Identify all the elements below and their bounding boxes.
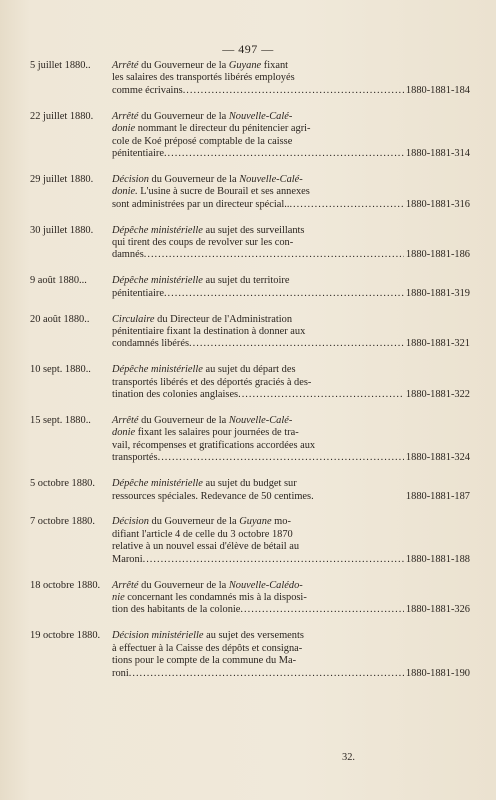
dot-leader xyxy=(164,148,404,160)
entry-line xyxy=(112,225,328,237)
entry-text xyxy=(112,275,470,300)
entry-fragment: du Gouverneur de la xyxy=(148,173,240,185)
entry xyxy=(30,225,470,262)
entry-line xyxy=(112,111,328,123)
entry-final-line xyxy=(112,288,470,300)
entry-reference: 1880-1881-188 xyxy=(405,553,470,565)
entry-line xyxy=(112,275,328,287)
italic-term: donie. xyxy=(112,186,138,198)
entry-fragment: du Gouverneur de la xyxy=(138,579,229,591)
entry-line xyxy=(112,377,328,389)
entry-line xyxy=(112,516,328,528)
page-number: — 497 — xyxy=(222,42,274,56)
entry-line xyxy=(112,580,328,592)
entry-text xyxy=(112,579,470,617)
entry-final-line xyxy=(112,668,470,680)
entry-date: 30 juillet 1880. xyxy=(30,224,94,236)
entry xyxy=(30,111,470,161)
italic-term: Dépêche ministérielle xyxy=(112,224,203,236)
italic-term: Guyane xyxy=(228,60,262,71)
dot-leader xyxy=(129,668,404,680)
entry xyxy=(30,275,470,300)
signature-mark: 32. xyxy=(342,752,355,763)
entry-final-text: pénitentiaire xyxy=(112,147,164,159)
entry-reference: 1880-1881-322 xyxy=(405,389,470,401)
italic-term: donie xyxy=(112,123,136,135)
entry-reference: 1880-1881-316 xyxy=(405,198,470,210)
dot-leader xyxy=(164,288,404,300)
entry-line xyxy=(112,541,328,553)
entry-final-text: Maroni xyxy=(112,553,143,565)
entry-reference: 1880-1881-190 xyxy=(405,667,470,679)
entry-reference: 1880-1881-321 xyxy=(405,338,470,350)
italic-term: Arrêté xyxy=(112,110,139,122)
entry-fragment: nommant le directeur du pénitencier agri- xyxy=(135,123,311,135)
italic-term: Dépêche ministérielle xyxy=(112,478,203,490)
entry-date: 19 octobre 1880. xyxy=(30,630,101,642)
entry-final-line xyxy=(112,85,470,97)
entry-line xyxy=(112,630,328,642)
entry-final-text: ressources spéciales. Redevance de 50 centimes. xyxy=(112,490,314,502)
italic-term: nie xyxy=(112,592,125,603)
entry-fragment: vail, récompenses et gratifications accordées aux xyxy=(112,439,316,451)
entry-line xyxy=(112,174,328,186)
entry-fragment: les salaires des transportés libérés employés xyxy=(112,72,295,84)
entry-reference: 1880-1881-314 xyxy=(405,147,470,159)
entry-reference: 1880-1881-186 xyxy=(405,249,470,261)
italic-term: Dépêche ministérielle xyxy=(112,364,203,376)
dot-leader xyxy=(143,554,404,566)
entry-line xyxy=(112,592,328,604)
italic-term: Nouvelle-Calé- xyxy=(228,415,293,427)
entry-date: 18 octobre 1880. xyxy=(30,579,101,591)
entry-date: 29 juillet 1880. xyxy=(30,173,94,185)
entry-line xyxy=(112,326,328,338)
entry-line xyxy=(112,415,328,427)
entry-fragment: tions pour le compte de la commune du Ma- xyxy=(112,655,297,667)
entry-date: 9 août 1880... xyxy=(30,275,87,287)
entry xyxy=(30,478,470,503)
entry-date: 20 août 1880.. xyxy=(30,313,90,325)
entry-fragment: concernant les condamnés mis à la disposi- xyxy=(124,592,307,603)
entry-text xyxy=(112,313,470,351)
entry-text xyxy=(112,224,470,262)
entry-final-line xyxy=(112,604,470,616)
entry-date: 15 sept. 1880.. xyxy=(30,415,91,427)
dot-leader xyxy=(240,604,404,616)
entry-fragment: difiant l'article 4 de celle du 3 octobre 1870 xyxy=(112,528,293,540)
entry-final-line xyxy=(112,389,470,401)
entry-fragment: du Gouverneur de la xyxy=(138,110,229,122)
entry-final-line xyxy=(112,554,470,566)
entry-fragment: mo- xyxy=(271,516,291,528)
entry-line xyxy=(112,643,328,655)
entry xyxy=(30,516,470,566)
entry-line xyxy=(112,440,328,452)
italic-term: Décision xyxy=(112,173,149,185)
entry-text xyxy=(112,415,470,465)
italic-term: Nouvelle-Calé- xyxy=(228,110,293,122)
entry-line xyxy=(112,123,328,135)
entry-fragment: cole de Koé préposé comptable de la caisse xyxy=(112,135,293,147)
italic-term: Arrêté xyxy=(112,415,139,427)
entry-reference: 1880-1881-187 xyxy=(405,490,470,502)
entry-fragment: fixant les salaires pour journées de tra- xyxy=(135,427,299,439)
entry-text xyxy=(112,60,470,97)
dot-leader xyxy=(289,199,403,211)
dot-leader xyxy=(238,389,404,401)
entry-text xyxy=(112,516,470,566)
entry-line xyxy=(112,237,328,249)
entry-text xyxy=(112,630,470,680)
entry-text xyxy=(112,110,470,161)
entry xyxy=(30,174,470,211)
entry-date: 7 octobre 1880. xyxy=(30,516,95,528)
entry-fragment: au sujet des surveillants xyxy=(202,224,305,236)
entry-date: 5 octobre 1880. xyxy=(30,478,95,490)
entry-reference: 1880-1881-324 xyxy=(405,452,470,464)
entry-date: 10 sept. 1880.. xyxy=(30,364,91,376)
entry xyxy=(30,314,470,351)
entry-final-text: roni xyxy=(112,667,129,679)
entry-line xyxy=(112,136,328,148)
entry-line xyxy=(112,186,328,198)
entry-final-line xyxy=(112,491,470,503)
entry-final-text: comme écrivains xyxy=(112,84,183,96)
entry-final-text: pénitentiaire xyxy=(112,287,164,299)
entry-final-line xyxy=(112,148,470,160)
entry-final-text: sont administrées par un directeur spécial.. xyxy=(112,198,290,210)
entry-line xyxy=(112,529,328,541)
italic-term: Arrêté xyxy=(112,60,139,71)
entry-line xyxy=(112,314,328,326)
entry-text xyxy=(112,364,470,401)
entry-fragment: fixant xyxy=(261,60,289,71)
entry-text xyxy=(112,173,470,211)
entry-line xyxy=(112,427,328,439)
dot-leader xyxy=(158,452,404,464)
entry-reference: 1880-1881-319 xyxy=(405,287,470,299)
dot-leader xyxy=(189,338,404,350)
entry-line xyxy=(112,655,328,667)
entry-final-text: tion des habitants de la colonie xyxy=(112,604,241,616)
italic-term: donie xyxy=(112,427,136,439)
entry-fragment: du Gouverneur de la xyxy=(138,415,229,427)
entry-fragment: relative à un nouvel essai d'élève de bétail au xyxy=(112,541,300,553)
entry xyxy=(30,60,470,97)
entry-reference: 1880-1881-326 xyxy=(405,604,470,616)
entry xyxy=(30,580,470,617)
entry-fragment: transportés libérés et des déportés graciés à des- xyxy=(112,376,312,388)
entry-final-text: damnés xyxy=(112,249,144,261)
entry-fragment: au sujet du territoire xyxy=(202,275,290,287)
entry-date: 5 juillet 1880.. xyxy=(30,60,91,71)
entry-reference: 1880-1881-184 xyxy=(405,84,470,96)
entry-final-text: transportés xyxy=(112,452,158,464)
entry-final-line xyxy=(112,199,470,211)
italic-term: Décision xyxy=(112,516,149,528)
italic-term: Circulaire xyxy=(112,313,155,325)
entry xyxy=(30,630,470,680)
entry-final-line xyxy=(112,249,470,261)
entry-fragment: du Gouverneur de la xyxy=(148,516,240,528)
entry xyxy=(30,364,470,401)
entry-final-text: tination des colonies anglaises xyxy=(112,389,239,401)
entry-line xyxy=(112,60,328,72)
dot-leader xyxy=(144,249,404,261)
dot-leader xyxy=(183,85,404,97)
entry-fragment: à effectuer à la Caisse des dépôts et consigna- xyxy=(112,642,303,654)
entry-fragment: du Directeur de l'Administration xyxy=(154,313,293,325)
italic-term: Décision ministérielle xyxy=(112,630,204,642)
italic-term: Arrêté xyxy=(112,579,139,591)
italic-term: Nouvelle-Calé- xyxy=(239,173,303,185)
entry-fragment: L'usine à sucre de Bourail et ses annexes xyxy=(137,186,310,198)
entry-fragment: au sujet du départ des xyxy=(202,364,296,376)
entry-fragment: du Gouverneur de la xyxy=(138,60,229,71)
entry-fragment: pénitentiaire fixant la destination à donner aux xyxy=(112,326,306,337)
entry-text xyxy=(112,478,470,503)
entry-line xyxy=(112,72,328,84)
entry-fragment: au sujet du budget sur xyxy=(202,478,297,490)
entry-fragment: qui tirent des coups de revolver sur les con- xyxy=(112,236,294,248)
entry-line xyxy=(112,478,328,490)
italic-term: Nouvelle-Calédo- xyxy=(228,579,303,591)
entry-final-line xyxy=(112,452,470,464)
entry-fragment: au sujet des versements xyxy=(203,630,304,642)
entry-final-line xyxy=(112,338,470,350)
entries-list xyxy=(30,60,470,693)
entry-date: 22 juillet 1880. xyxy=(30,110,94,122)
italic-term: Dépêche ministérielle xyxy=(112,275,203,287)
entry xyxy=(30,415,470,465)
entry-line xyxy=(112,364,328,376)
italic-term: Guyane xyxy=(239,516,272,528)
entry-final-text: condamnés libérés xyxy=(112,338,190,350)
